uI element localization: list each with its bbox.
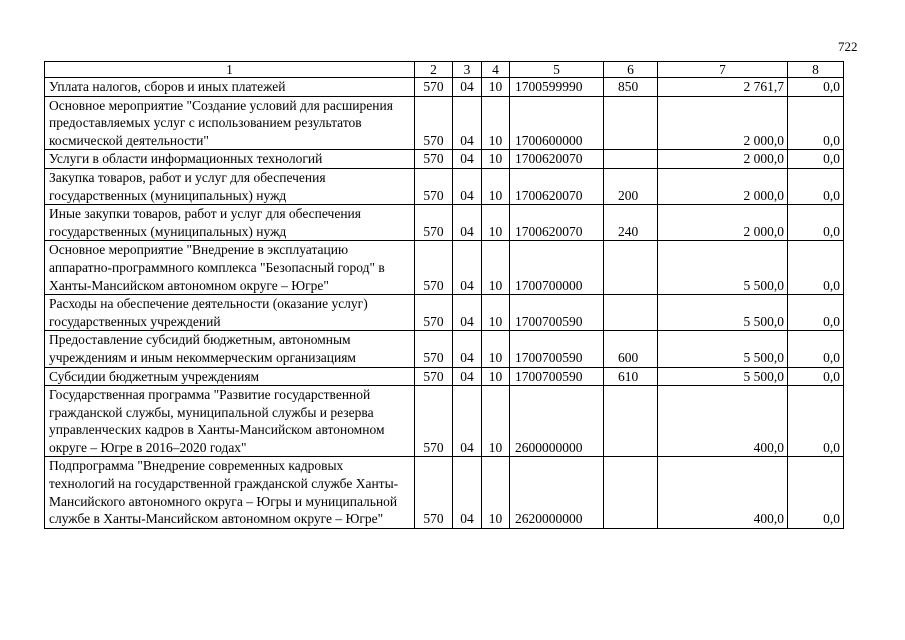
amount-col8: 0,0: [788, 295, 844, 331]
expense-type-code: [604, 457, 658, 528]
amount-col8: 0,0: [788, 205, 844, 241]
budget-table: [44, 61, 844, 529]
subsection-code: 10: [482, 367, 510, 386]
page-number: 722: [838, 39, 858, 54]
amount-col7: 2 761,7: [658, 78, 788, 97]
expense-type-code: 850: [604, 78, 658, 97]
amount-col8: 0,0: [788, 457, 844, 528]
ministry-code: 570: [415, 78, 453, 97]
table-row: [45, 331, 844, 367]
amount-col7: 5 500,0: [658, 367, 788, 386]
column-header: 5: [510, 62, 604, 78]
section-code: 04: [453, 78, 482, 97]
target-article-code: 1700620070: [510, 168, 604, 204]
item-name: Основное мероприятие "Внедрение в эксплуатацию аппаратно-программного комплекса "Безопасный город" в Ханты-Мансийском автономном округе – Югре": [45, 241, 415, 295]
subsection-code: 10: [482, 78, 510, 97]
expense-type-code: 610: [604, 367, 658, 386]
item-name: Закупка товаров, работ и услуг для обеспечения государственных (муниципальных) нужд: [45, 168, 415, 204]
ministry-code: 570: [415, 96, 453, 150]
item-name: Подпрограмма "Внедрение современных кадровых технологий на государственной гражданской службе Ханты-Мансийского автономного округа – Югры и муниципальной службе в Ханты-Мансийском автономном округе – Югре": [45, 457, 415, 528]
expense-type-code: [604, 96, 658, 150]
amount-col7: 400,0: [658, 386, 788, 457]
table-row: [45, 78, 844, 97]
ministry-code: 570: [415, 367, 453, 386]
amount-col7: 5 500,0: [658, 331, 788, 367]
amount-col8: 0,0: [788, 168, 844, 204]
subsection-code: 10: [482, 457, 510, 528]
section-code: 04: [453, 331, 482, 367]
ministry-code: 570: [415, 457, 453, 528]
column-header: 7: [658, 62, 788, 78]
section-code: 04: [453, 241, 482, 295]
section-code: 04: [453, 295, 482, 331]
item-name: Основное мероприятие "Создание условий для расширения предоставляемых услуг с использованием результатов космической деятельности": [45, 96, 415, 150]
item-name: Предоставление субсидий бюджетным, автономным учреждениям и иным некоммерческим организациям: [45, 331, 415, 367]
target-article-code: 1700700590: [510, 367, 604, 386]
expense-type-code: 600: [604, 331, 658, 367]
table-row: [45, 386, 844, 457]
item-name: Государственная программа "Развитие государственной гражданской службы, муниципальной службы и резерва управленческих кадров в Ханты-Мансийском автономном округе – Югре в 2016–2020 годах": [45, 386, 415, 457]
ministry-code: 570: [415, 331, 453, 367]
section-code: 04: [453, 96, 482, 150]
ministry-code: 570: [415, 241, 453, 295]
table-row: [45, 205, 844, 241]
expense-type-code: [604, 386, 658, 457]
expense-type-code: 200: [604, 168, 658, 204]
expense-type-code: 240: [604, 205, 658, 241]
amount-col8: 0,0: [788, 96, 844, 150]
subsection-code: 10: [482, 241, 510, 295]
amount-col8: 0,0: [788, 150, 844, 169]
amount-col7: 5 500,0: [658, 241, 788, 295]
column-header: 6: [604, 62, 658, 78]
amount-col7: 400,0: [658, 457, 788, 528]
amount-col7: 2 000,0: [658, 168, 788, 204]
target-article-code: 1700700590: [510, 331, 604, 367]
amount-col8: 0,0: [788, 241, 844, 295]
target-article-code: 2600000000: [510, 386, 604, 457]
header-row: [45, 62, 844, 78]
ministry-code: 570: [415, 386, 453, 457]
amount-col7: 2 000,0: [658, 150, 788, 169]
subsection-code: 10: [482, 168, 510, 204]
target-article-code: 2620000000: [510, 457, 604, 528]
subsection-code: 10: [482, 295, 510, 331]
amount-col8: 0,0: [788, 331, 844, 367]
expense-type-code: [604, 295, 658, 331]
subsection-code: 10: [482, 331, 510, 367]
subsection-code: 10: [482, 96, 510, 150]
item-name: Уплата налогов, сборов и иных платежей: [45, 78, 415, 97]
amount-col8: 0,0: [788, 78, 844, 97]
target-article-code: 1700620070: [510, 150, 604, 169]
section-code: 04: [453, 457, 482, 528]
column-header: 8: [788, 62, 844, 78]
column-header: 3: [453, 62, 482, 78]
ministry-code: 570: [415, 295, 453, 331]
ministry-code: 570: [415, 168, 453, 204]
table-row: [45, 168, 844, 204]
item-name: Услуги в области информационных технологий: [45, 150, 415, 169]
item-name: Субсидии бюджетным учреждениям: [45, 367, 415, 386]
item-name: Иные закупки товаров, работ и услуг для обеспечения государственных (муниципальных) нужд: [45, 205, 415, 241]
target-article-code: 1700620070: [510, 205, 604, 241]
amount-col7: 2 000,0: [658, 205, 788, 241]
table-row: [45, 295, 844, 331]
section-code: 04: [453, 205, 482, 241]
table-row: [45, 150, 844, 169]
section-code: 04: [453, 150, 482, 169]
amount-col8: 0,0: [788, 386, 844, 457]
expense-type-code: [604, 150, 658, 169]
target-article-code: 1700700590: [510, 295, 604, 331]
subsection-code: 10: [482, 386, 510, 457]
amount-col7: 2 000,0: [658, 96, 788, 150]
amount-col8: 0,0: [788, 367, 844, 386]
expense-type-code: [604, 241, 658, 295]
ministry-code: 570: [415, 150, 453, 169]
table-row: [45, 367, 844, 386]
column-header: 2: [415, 62, 453, 78]
table-row: [45, 96, 844, 150]
column-header: 1: [45, 62, 415, 78]
section-code: 04: [453, 386, 482, 457]
subsection-code: 10: [482, 205, 510, 241]
section-code: 04: [453, 168, 482, 204]
amount-col7: 5 500,0: [658, 295, 788, 331]
section-code: 04: [453, 367, 482, 386]
column-header: 4: [482, 62, 510, 78]
target-article-code: 1700700000: [510, 241, 604, 295]
table-row: [45, 241, 844, 295]
table-row: [45, 457, 844, 528]
ministry-code: 570: [415, 205, 453, 241]
subsection-code: 10: [482, 150, 510, 169]
item-name: Расходы на обеспечение деятельности (оказание услуг) государственных учреждений: [45, 295, 415, 331]
target-article-code: 1700599990: [510, 78, 604, 97]
target-article-code: 1700600000: [510, 96, 604, 150]
